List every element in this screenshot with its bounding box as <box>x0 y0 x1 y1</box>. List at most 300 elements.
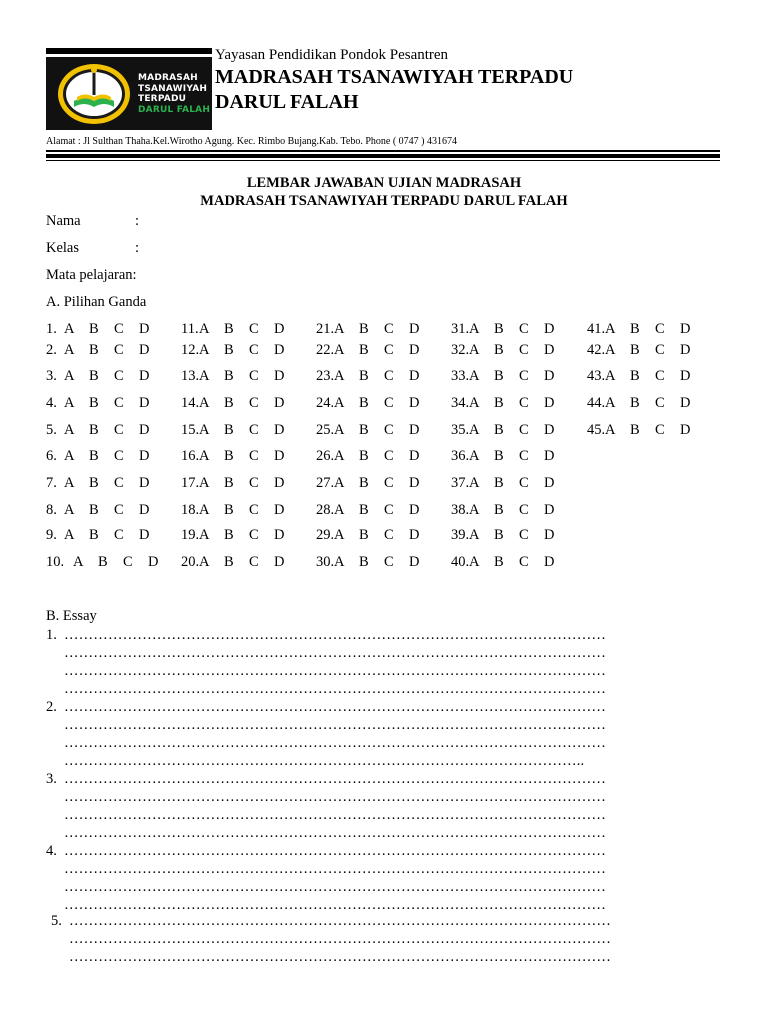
mc-option-c[interactable]: C <box>249 448 259 464</box>
mc-option-a[interactable]: A <box>64 527 75 543</box>
mc-option-b[interactable]: B <box>359 475 369 491</box>
mc-question-number: 9. <box>46 527 57 543</box>
mc-option-a[interactable]: A <box>199 554 210 570</box>
mc-option-a[interactable]: A <box>199 502 210 518</box>
header-divider <box>46 150 720 152</box>
mc-option-b[interactable]: B <box>89 368 99 384</box>
mc-option-d[interactable]: D <box>139 395 150 411</box>
section-b-title: B. Essay <box>46 608 97 624</box>
mc-option-b[interactable]: B <box>630 368 640 384</box>
essay-answer-line[interactable]: ………………………………………………………………………………………………… <box>64 717 607 733</box>
mc-option-d[interactable]: D <box>680 422 691 438</box>
mc-option-c[interactable]: C <box>519 475 529 491</box>
mc-option-c[interactable]: C <box>114 527 124 543</box>
mc-option-b[interactable]: B <box>359 554 369 570</box>
mc-question-number: 34. <box>451 395 470 411</box>
mc-option-c[interactable]: C <box>114 342 124 358</box>
mc-option-d[interactable]: D <box>409 448 420 464</box>
mc-question-number: 22. <box>316 342 335 358</box>
mc-option-b[interactable]: B <box>630 342 640 358</box>
essay-answer-line[interactable]: ………………………………………………………………………………………………… <box>64 861 607 877</box>
essay-question-number: 1. <box>46 627 57 643</box>
mc-option-b[interactable]: B <box>494 321 504 337</box>
mc-option-d[interactable]: D <box>274 502 285 518</box>
mc-option-a[interactable]: A <box>334 321 345 337</box>
mc-option-c[interactable]: C <box>384 395 394 411</box>
mc-option-d[interactable]: D <box>409 395 420 411</box>
essay-answer-line[interactable]: ………………………………………………………………………………………………… <box>64 627 607 643</box>
mc-option-d[interactable]: D <box>680 368 691 384</box>
mc-option-a[interactable]: A <box>334 395 345 411</box>
mc-question-number: 13. <box>181 368 200 384</box>
mc-option-a[interactable]: A <box>469 368 480 384</box>
mc-question-number: 6. <box>46 448 57 464</box>
mc-option-a[interactable]: A <box>605 395 616 411</box>
mc-option-d[interactable]: D <box>544 368 555 384</box>
mc-option-a[interactable]: A <box>64 502 75 518</box>
mc-option-d[interactable]: D <box>544 395 555 411</box>
mc-option-c[interactable]: C <box>655 321 665 337</box>
mc-option-d[interactable]: D <box>544 342 555 358</box>
mc-option-b[interactable]: B <box>359 422 369 438</box>
mc-option-b[interactable]: B <box>494 368 504 384</box>
mc-option-a[interactable]: A <box>64 395 75 411</box>
mc-question-row <box>316 422 434 439</box>
mc-question-row <box>316 554 434 571</box>
mc-question-row <box>46 475 164 492</box>
header-divider <box>46 154 720 158</box>
mc-question-row <box>181 422 299 439</box>
mc-question-row <box>451 502 569 519</box>
mc-option-b[interactable]: B <box>224 554 234 570</box>
mc-option-d[interactable]: D <box>139 321 150 337</box>
mc-option-a[interactable]: A <box>64 475 75 491</box>
mc-question-number: 18. <box>181 502 200 518</box>
mc-option-b[interactable]: B <box>359 368 369 384</box>
mc-option-b[interactable]: B <box>359 395 369 411</box>
mc-option-d[interactable]: D <box>544 321 555 337</box>
mc-option-d[interactable]: D <box>544 422 555 438</box>
mc-option-d[interactable]: D <box>139 448 150 464</box>
mc-option-d[interactable]: D <box>274 368 285 384</box>
mc-question-number: 19. <box>181 527 200 543</box>
school-address: Alamat : Jl Sulthan Thaha.Kel.Wirotho Agung. Kec. Rimbo Bujang.Kab. Tebo. Phone ( 0747 ) 431674 <box>46 136 457 147</box>
mc-option-d[interactable]: D <box>409 422 420 438</box>
logo-text-line: DARUL FALAH <box>138 104 211 115</box>
mc-question-number: 7. <box>46 475 57 491</box>
mc-option-c[interactable]: C <box>114 422 124 438</box>
mc-option-b[interactable]: B <box>89 448 99 464</box>
mc-option-b[interactable]: B <box>359 527 369 543</box>
mc-question-row <box>46 368 164 385</box>
mc-option-a[interactable]: A <box>334 527 345 543</box>
mc-option-d[interactable]: D <box>409 368 420 384</box>
mc-option-a[interactable]: A <box>64 448 75 464</box>
mc-option-b[interactable]: B <box>89 502 99 518</box>
mc-option-c[interactable]: C <box>114 502 124 518</box>
mc-question-number: 16. <box>181 448 200 464</box>
mc-option-c[interactable]: C <box>249 321 259 337</box>
mc-option-a[interactable]: A <box>469 554 480 570</box>
mc-question-row <box>316 448 434 465</box>
mc-question-row <box>451 448 569 465</box>
mc-option-d[interactable]: D <box>148 554 159 570</box>
mc-option-d[interactable]: D <box>544 502 555 518</box>
mc-option-b[interactable]: B <box>494 395 504 411</box>
mc-option-c[interactable]: C <box>249 554 259 570</box>
mc-option-a[interactable]: A <box>199 448 210 464</box>
mc-option-a[interactable]: A <box>64 342 75 358</box>
essay-answer-line[interactable]: ………………………………………………………………………………………………… <box>64 897 607 913</box>
mc-option-d[interactable]: D <box>274 395 285 411</box>
mc-option-c[interactable]: C <box>114 448 124 464</box>
mc-option-a[interactable]: A <box>469 395 480 411</box>
logo-wordmark <box>138 73 210 115</box>
mc-question-row <box>181 554 299 571</box>
mc-option-d[interactable]: D <box>409 554 420 570</box>
mc-option-b[interactable]: B <box>89 395 99 411</box>
mc-question-number: 17. <box>181 475 200 491</box>
mc-question-number: 27. <box>316 475 335 491</box>
mc-option-d[interactable]: D <box>274 321 285 337</box>
mc-question-row <box>451 395 569 412</box>
mc-question-number: 37. <box>451 475 470 491</box>
mc-option-b[interactable]: B <box>359 448 369 464</box>
mc-option-d[interactable]: D <box>544 554 555 570</box>
mc-option-c[interactable]: C <box>384 527 394 543</box>
mc-question-number: 31. <box>451 321 470 337</box>
mc-question-number: 21. <box>316 321 335 337</box>
mc-question-number: 1. <box>46 321 57 337</box>
mc-question-row <box>46 342 164 359</box>
mc-option-b[interactable]: B <box>630 321 640 337</box>
mc-option-c[interactable]: C <box>384 448 394 464</box>
mc-option-b[interactable]: B <box>494 554 504 570</box>
mc-option-c[interactable]: C <box>249 342 259 358</box>
mc-question-number: 44. <box>587 395 606 411</box>
mc-question-number: 45. <box>587 422 606 438</box>
mc-option-b[interactable]: B <box>494 448 504 464</box>
mc-option-d[interactable]: D <box>139 342 150 358</box>
essay-answer-line[interactable]: ………………………………………………………………………………………………… <box>64 735 607 751</box>
header-divider <box>46 160 720 161</box>
mc-option-c[interactable]: C <box>519 527 529 543</box>
essay-answer-line[interactable]: …………………………………………………………………………………………….. <box>64 753 585 769</box>
mc-option-c[interactable]: C <box>249 368 259 384</box>
mc-option-d[interactable]: D <box>680 395 691 411</box>
essay-answer-line[interactable]: ………………………………………………………………………………………………… <box>69 913 612 929</box>
mc-option-d[interactable]: D <box>680 321 691 337</box>
mc-option-b[interactable]: B <box>224 448 234 464</box>
mc-option-a[interactable]: A <box>64 422 75 438</box>
mc-question-row <box>46 422 164 439</box>
mc-question-number: 8. <box>46 502 57 518</box>
mc-option-d[interactable]: D <box>409 475 420 491</box>
mc-option-a[interactable]: A <box>605 368 616 384</box>
mc-option-b[interactable]: B <box>359 342 369 358</box>
mc-option-a[interactable]: A <box>469 342 480 358</box>
mc-question-number: 2. <box>46 342 57 358</box>
mc-option-a[interactable]: A <box>199 475 210 491</box>
mc-option-a[interactable]: A <box>199 395 210 411</box>
mc-option-b[interactable]: B <box>224 321 234 337</box>
mc-question-number: 28. <box>316 502 335 518</box>
mc-question-number: 10. <box>46 554 65 570</box>
mc-option-d[interactable]: D <box>274 527 285 543</box>
mc-option-a[interactable]: A <box>334 448 345 464</box>
mc-option-a[interactable]: A <box>199 321 210 337</box>
mc-option-a[interactable]: A <box>334 422 345 438</box>
mc-option-c[interactable]: C <box>655 342 665 358</box>
mc-option-b[interactable]: B <box>224 475 234 491</box>
mc-question-number: 12. <box>181 342 200 358</box>
mc-option-c[interactable]: C <box>519 395 529 411</box>
mc-option-c[interactable]: C <box>384 368 394 384</box>
mc-question-number: 33. <box>451 368 470 384</box>
mc-option-c[interactable]: C <box>114 321 124 337</box>
mc-question-row <box>316 342 434 359</box>
mc-option-a[interactable]: A <box>469 321 480 337</box>
essay-answer-line[interactable]: ………………………………………………………………………………………………… <box>64 825 607 841</box>
mc-question-row <box>316 368 434 385</box>
mc-option-d[interactable]: D <box>139 475 150 491</box>
essay-answer-line[interactable]: ………………………………………………………………………………………………… <box>69 949 612 965</box>
kelas-colon: : <box>135 240 140 256</box>
mc-option-d[interactable]: D <box>409 502 420 518</box>
mc-question-row <box>316 395 434 412</box>
mc-question-number: 26. <box>316 448 335 464</box>
mc-option-c[interactable]: C <box>249 395 259 411</box>
mc-question-row <box>451 368 569 385</box>
mc-option-b[interactable]: B <box>359 502 369 518</box>
mc-option-b[interactable]: B <box>89 342 99 358</box>
mc-option-a[interactable]: A <box>73 554 84 570</box>
mc-option-a[interactable]: A <box>469 527 480 543</box>
mc-question-number: 42. <box>587 342 606 358</box>
mc-option-c[interactable]: C <box>114 368 124 384</box>
mc-option-d[interactable]: D <box>139 422 150 438</box>
essay-answer-line[interactable]: ………………………………………………………………………………………………… <box>64 645 607 661</box>
mc-question-row <box>181 395 299 412</box>
mc-option-c[interactable]: C <box>519 368 529 384</box>
mc-question-number: 14. <box>181 395 200 411</box>
essay-question-number: 4. <box>46 843 57 859</box>
mc-question-row <box>181 321 299 338</box>
mc-option-c[interactable]: C <box>384 321 394 337</box>
mc-option-c[interactable]: C <box>655 368 665 384</box>
mc-option-c[interactable]: C <box>114 395 124 411</box>
mc-option-b[interactable]: B <box>494 422 504 438</box>
essay-answer-line[interactable]: ………………………………………………………………………………………………… <box>64 681 607 697</box>
mc-option-d[interactable]: D <box>680 342 691 358</box>
school-name-line2: DARUL FALAH <box>215 91 359 113</box>
mc-option-b[interactable]: B <box>224 368 234 384</box>
mc-option-d[interactable]: D <box>409 527 420 543</box>
essay-answer-line[interactable]: ………………………………………………………………………………………………… <box>69 931 612 947</box>
essay-answer-line[interactable]: ………………………………………………………………………………………………… <box>64 879 607 895</box>
mc-question-row <box>451 321 569 338</box>
essay-question-number: 3. <box>46 771 57 787</box>
mc-option-b[interactable]: B <box>89 321 99 337</box>
essay-answer-line[interactable]: ………………………………………………………………………………………………… <box>64 699 607 715</box>
mc-option-c[interactable]: C <box>249 527 259 543</box>
mc-option-a[interactable]: A <box>605 422 616 438</box>
nama-colon: : <box>135 213 140 229</box>
mc-option-a[interactable]: A <box>334 502 345 518</box>
mc-option-a[interactable]: A <box>64 368 75 384</box>
mc-option-b[interactable]: B <box>494 342 504 358</box>
mc-question-row <box>46 321 164 338</box>
mc-option-a[interactable]: A <box>605 342 616 358</box>
mc-question-row <box>451 554 569 571</box>
mc-question-number: 11. <box>181 321 199 337</box>
mc-question-number: 20. <box>181 554 200 570</box>
mc-question-row <box>587 395 705 412</box>
mc-question-number: 29. <box>316 527 335 543</box>
foundation-name: Yayasan Pendidikan Pondok Pesantren <box>215 47 449 63</box>
mc-option-b[interactable]: B <box>224 527 234 543</box>
mc-question-number: 39. <box>451 527 470 543</box>
mc-option-c[interactable]: C <box>519 422 529 438</box>
mc-option-b[interactable]: B <box>224 342 234 358</box>
mc-option-c[interactable]: C <box>114 475 124 491</box>
mc-option-b[interactable]: B <box>494 527 504 543</box>
mc-option-b[interactable]: B <box>494 475 504 491</box>
essay-answer-line[interactable]: ………………………………………………………………………………………………… <box>64 771 607 787</box>
header-top-bar <box>46 48 212 54</box>
school-logo <box>46 57 212 130</box>
essay-answer-line[interactable]: ………………………………………………………………………………………………… <box>64 789 607 805</box>
mc-question-row <box>181 502 299 519</box>
mc-option-a[interactable]: A <box>469 475 480 491</box>
mc-option-c[interactable]: C <box>519 554 529 570</box>
mc-option-d[interactable]: D <box>139 502 150 518</box>
mc-question-row <box>316 527 434 544</box>
mc-option-d[interactable]: D <box>409 342 420 358</box>
mc-option-c[interactable]: C <box>519 342 529 358</box>
mc-option-b[interactable]: B <box>89 527 99 543</box>
mc-question-row <box>587 422 705 439</box>
mc-question-number: 40. <box>451 554 470 570</box>
mc-option-d[interactable]: D <box>139 368 150 384</box>
mc-option-a[interactable]: A <box>469 502 480 518</box>
mc-option-d[interactable]: D <box>544 475 555 491</box>
mc-question-row <box>451 527 569 544</box>
essay-answer-line[interactable]: ………………………………………………………………………………………………… <box>64 843 607 859</box>
mc-option-b[interactable]: B <box>224 502 234 518</box>
mc-question-row <box>316 321 434 338</box>
mc-option-d[interactable]: D <box>544 527 555 543</box>
mc-option-c[interactable]: C <box>249 422 259 438</box>
mc-option-d[interactable]: D <box>274 475 285 491</box>
mc-option-d[interactable]: D <box>409 321 420 337</box>
mc-option-b[interactable]: B <box>89 475 99 491</box>
mc-option-a[interactable]: A <box>605 321 616 337</box>
mc-question-number: 23. <box>316 368 335 384</box>
mc-option-c[interactable]: C <box>249 502 259 518</box>
mc-option-a[interactable]: A <box>334 475 345 491</box>
mc-option-d[interactable]: D <box>274 554 285 570</box>
mc-option-c[interactable]: C <box>519 502 529 518</box>
mc-question-number: 43. <box>587 368 606 384</box>
mc-option-c[interactable]: C <box>384 502 394 518</box>
mc-option-b[interactable]: B <box>630 422 640 438</box>
mc-option-d[interactable]: D <box>139 527 150 543</box>
mc-option-d[interactable]: D <box>274 448 285 464</box>
mc-option-c[interactable]: C <box>655 422 665 438</box>
logo-text-line: TSANAWIYAH <box>138 83 208 94</box>
essay-answer-line[interactable]: ………………………………………………………………………………………………… <box>64 663 607 679</box>
essay-question-number: 2. <box>46 699 57 715</box>
mc-question-number: 5. <box>46 422 57 438</box>
mc-option-c[interactable]: C <box>655 395 665 411</box>
mc-question-row <box>587 368 705 385</box>
mc-option-a[interactable]: A <box>469 422 480 438</box>
mc-option-b[interactable]: B <box>224 422 234 438</box>
mc-question-number: 38. <box>451 502 470 518</box>
mc-option-c[interactable]: C <box>384 475 394 491</box>
mc-question-row <box>181 368 299 385</box>
mc-question-row <box>451 342 569 359</box>
mc-option-b[interactable]: B <box>630 395 640 411</box>
mc-option-d[interactable]: D <box>274 422 285 438</box>
mc-option-b[interactable]: B <box>89 422 99 438</box>
mc-option-a[interactable]: A <box>469 448 480 464</box>
mc-question-number: 30. <box>316 554 335 570</box>
mc-question-number: 3. <box>46 368 57 384</box>
mc-question-row <box>181 448 299 465</box>
mc-question-row <box>46 448 164 465</box>
mc-option-c[interactable]: C <box>123 554 133 570</box>
mc-option-c[interactable]: C <box>519 448 529 464</box>
mc-question-row <box>46 502 164 519</box>
mc-question-number: 15. <box>181 422 200 438</box>
mc-option-b[interactable]: B <box>98 554 108 570</box>
mc-option-a[interactable]: A <box>334 342 345 358</box>
mc-option-c[interactable]: C <box>519 321 529 337</box>
mc-option-b[interactable]: B <box>494 502 504 518</box>
mc-question-row <box>587 321 705 338</box>
mc-option-a[interactable]: A <box>334 368 345 384</box>
mc-question-row <box>46 527 164 544</box>
mc-option-d[interactable]: D <box>274 342 285 358</box>
mc-option-c[interactable]: C <box>384 554 394 570</box>
mc-option-b[interactable]: B <box>359 321 369 337</box>
mc-question-row <box>181 475 299 492</box>
document-title: LEMBAR JAWABAN UJIAN MADRASAH <box>246 175 522 191</box>
nama-label: Nama <box>46 213 81 229</box>
mc-question-number: 35. <box>451 422 470 438</box>
mc-option-c[interactable]: C <box>384 342 394 358</box>
mc-option-a[interactable]: A <box>64 321 75 337</box>
document-subtitle: MADRASAH TSANAWIYAH TERPADU DARUL FALAH <box>200 193 568 209</box>
mc-question-number: 32. <box>451 342 470 358</box>
mc-option-a[interactable]: A <box>199 342 210 358</box>
mc-option-a[interactable]: A <box>334 554 345 570</box>
mc-question-row <box>46 554 173 571</box>
mc-option-c[interactable]: C <box>384 422 394 438</box>
mc-option-d[interactable]: D <box>544 448 555 464</box>
mc-option-a[interactable]: A <box>199 368 210 384</box>
mc-option-c[interactable]: C <box>249 475 259 491</box>
mc-option-a[interactable]: A <box>199 527 210 543</box>
mc-question-row <box>451 422 569 439</box>
essay-answer-line[interactable]: ………………………………………………………………………………………………… <box>64 807 607 823</box>
mc-question-row <box>587 342 705 359</box>
mc-question-number: 36. <box>451 448 470 464</box>
mc-option-a[interactable]: A <box>199 422 210 438</box>
mc-option-b[interactable]: B <box>224 395 234 411</box>
